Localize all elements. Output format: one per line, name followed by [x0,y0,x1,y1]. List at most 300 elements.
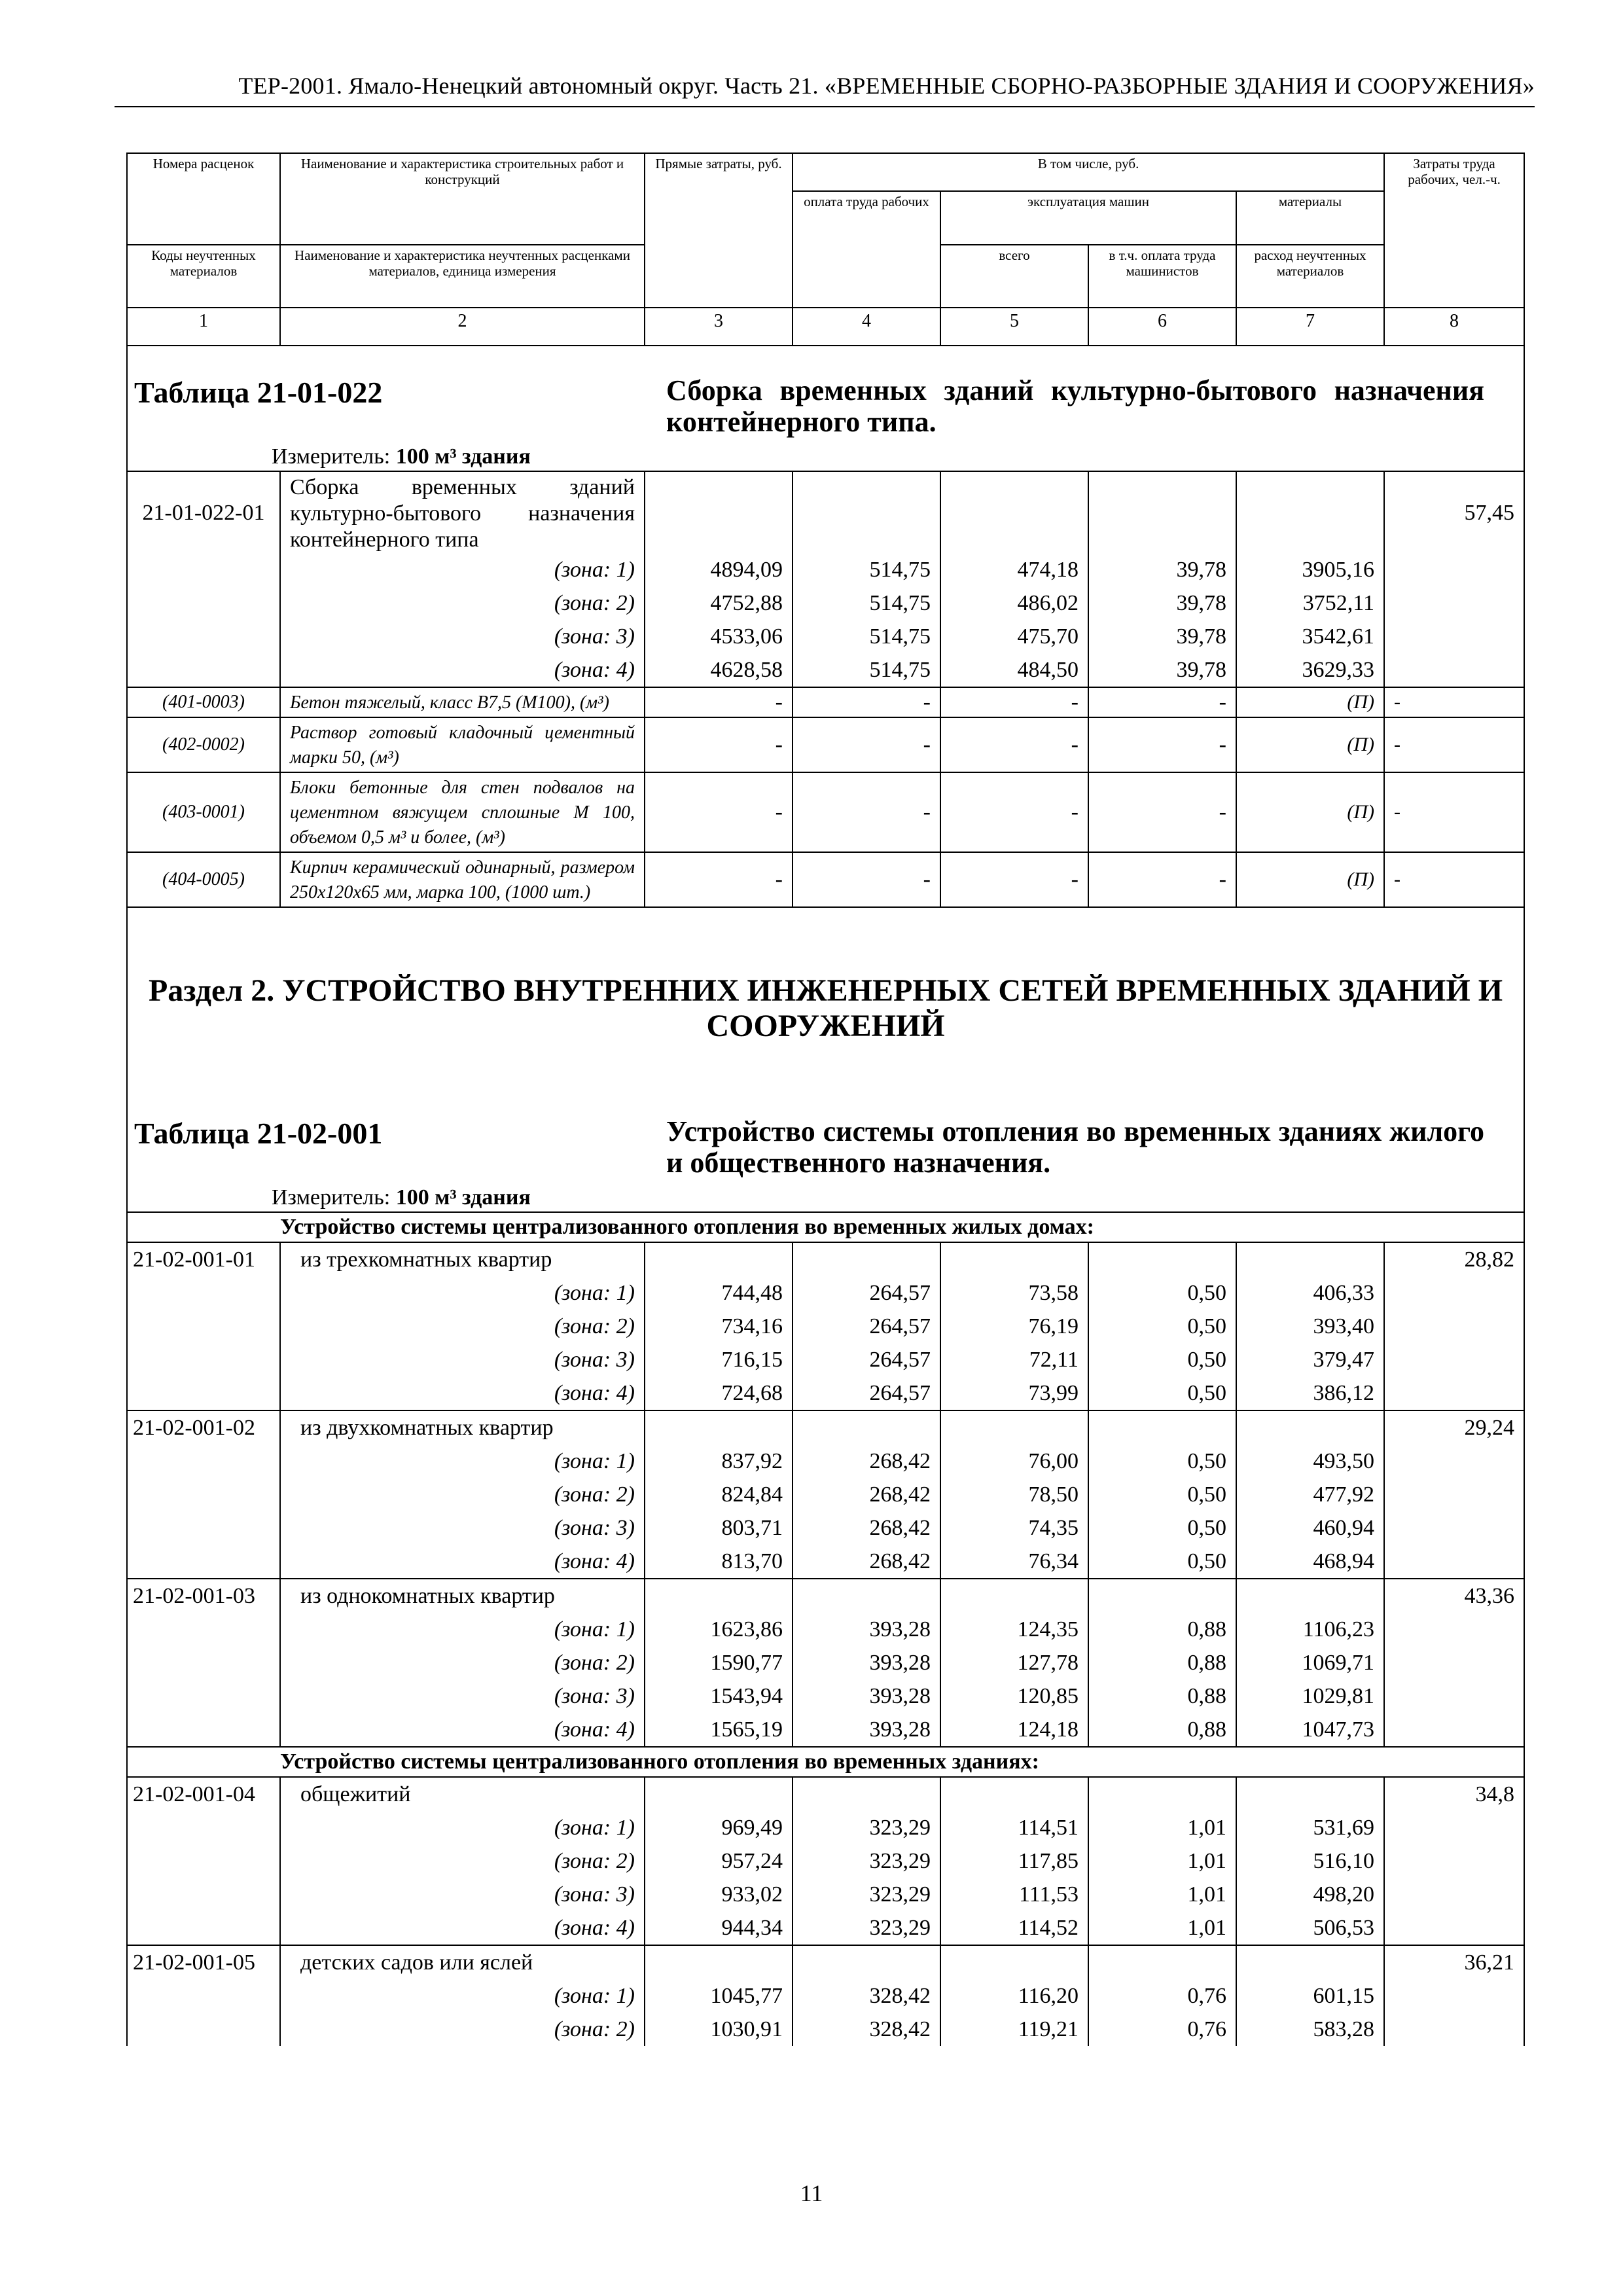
empty-cell [127,1713,280,1747]
rate-name: из однокомнатных квартир [280,1579,645,1613]
empty-cell [1088,1410,1236,1444]
material-cost: 493,50 [1236,1444,1384,1478]
machine-cost: 114,51 [940,1811,1088,1844]
empty-cell [1236,1410,1384,1444]
empty-cell [1384,1478,1524,1511]
section-title: Раздел 2. УСТРОЙСТВО ВНУТРЕННИХ ИНЖЕНЕРНЫХ СЕТЕЙ ВРЕМЕННЫХ ЗДАНИЙ И СООРУЖЕНИЙ [148,973,1503,1043]
header-labor-costs: Затраты труда рабочих, чел.-ч. [1384,153,1524,308]
worker-wage: 264,57 [793,1376,940,1410]
worker-wage: 328,42 [793,1979,940,2013]
empty-cell [1384,1713,1524,1747]
running-header: ТЕР-2001. Ямало-Ненецкий автономный округ. Часть 21. «ВРЕМЕННЫЕ СБОРНО-РАЗБОРНЫЕ ЗДАНИЯ И СООРУЖЕНИЯ» [115,72,1535,107]
empty-cell [127,1646,280,1679]
operator-wage: 0,50 [1088,1511,1236,1545]
subheading-row [127,1212,1524,1242]
worker-wage: 514,75 [793,553,940,586]
material-cost: 468,94 [1236,1545,1384,1579]
header-machines: эксплуатация машин [940,191,1236,245]
empty-cell [1236,1242,1384,1276]
dash-cell: - [1088,772,1236,852]
dash-cell: - [1384,687,1524,717]
empty-cell [1384,1376,1524,1410]
rate-name: из трехкомнатных квартир [280,1242,645,1276]
zone-row [127,553,1524,586]
dash-cell: - [793,852,940,907]
header-machines-total: всего [940,245,1088,308]
table-row [127,1945,1524,1979]
worker-wage: 323,29 [793,1878,940,1911]
zone-label: (зона: 3) [280,1878,645,1911]
rate-name: общежитий [280,1777,645,1811]
material-cost: 477,92 [1236,1478,1384,1511]
empty-cell [793,1242,940,1276]
empty-cell [127,1747,280,1777]
empty-cell [793,1579,940,1613]
empty-cell [1236,1945,1384,1979]
header-material-names: Наименование и характеристика неучтенных расценками материалов, единица измерения [280,245,645,308]
empty-cell [645,1777,793,1811]
header-materials: материалы [1236,191,1384,245]
direct-cost: 734,16 [645,1310,793,1343]
worker-wage: 393,28 [793,1646,940,1679]
worker-wage: 393,28 [793,1713,940,1747]
empty-cell [127,1545,280,1579]
machine-cost: 72,11 [940,1343,1088,1376]
subheading: Устройство системы централизованного отопления во временных жилых домах: [280,1212,1524,1242]
dash-cell: - [645,687,793,717]
direct-cost: 1565,19 [645,1713,793,1747]
worker-wage: 264,57 [793,1343,940,1376]
empty-cell [127,553,280,586]
empty-cell [127,1444,280,1478]
empty-cell [127,1979,280,2013]
empty-cell [645,1579,793,1613]
material-unaccounted: (П) [1236,717,1384,772]
column-numbers-row [127,308,1524,346]
header-direct-costs: Прямые затраты, руб. [645,153,793,308]
table-row [127,1242,1524,1276]
worker-wage: 268,42 [793,1545,940,1579]
empty-cell [940,1579,1088,1613]
material-name: Кирпич керамический одинарный, размером 250х120х65 мм, марка 100, (1000 шт.) [280,852,645,907]
table-row [127,1777,1524,1811]
empty-cell [1384,1679,1524,1713]
empty-cell [1384,1276,1524,1310]
direct-cost: 4628,58 [645,653,793,687]
machine-cost: 74,35 [940,1511,1088,1545]
dash-cell: - [645,772,793,852]
zone-row [127,1844,1524,1878]
worker-wage: 268,42 [793,1478,940,1511]
table-name: Устройство системы отопления во временных зданиях жилого и общественного назначения. [666,1115,1485,1179]
zone-label: (зона: 2) [280,1844,645,1878]
material-cost: 1047,73 [1236,1713,1384,1747]
material-cost: 601,15 [1236,1979,1384,2013]
material-name: Блоки бетонные для стен подвалов на цементном вяжущем сплошные М 100, объемом 0,5 м³ и более, (м³) [280,772,645,852]
material-cost: 516,10 [1236,1844,1384,1878]
zone-label: (зона: 2) [280,2013,645,2046]
column-number: 4 [793,308,940,346]
zone-row [127,1911,1524,1945]
zone-label: (зона: 1) [280,553,645,586]
machine-cost: 475,70 [940,620,1088,653]
empty-cell [1088,1579,1236,1613]
zone-row [127,1878,1524,1911]
operator-wage: 0,50 [1088,1276,1236,1310]
operator-wage: 39,78 [1088,553,1236,586]
operator-wage: 0,88 [1088,1613,1236,1646]
machine-cost: 119,21 [940,2013,1088,2046]
zone-label: (зона: 1) [280,1979,645,2013]
operator-wage: 0,76 [1088,2013,1236,2046]
zone-row [127,1679,1524,1713]
worker-wage: 328,42 [793,2013,940,2046]
machine-cost: 78,50 [940,1478,1088,1511]
material-row [127,772,1524,852]
empty-cell [127,1343,280,1376]
empty-cell [1384,586,1524,620]
column-number: 1 [127,308,280,346]
header-work-name: Наименование и характеристика строительных работ и конструкций [280,153,645,245]
direct-cost: 4533,06 [645,620,793,653]
dash-cell: - [1384,772,1524,852]
empty-cell [1384,1310,1524,1343]
labor-cost: 57,45 [1384,471,1524,553]
header-material-use: расход неучтенных материалов [1236,245,1384,308]
zone-label: (зона: 1) [280,1811,645,1844]
machine-cost: 484,50 [940,653,1088,687]
zone-row [127,1478,1524,1511]
dash-cell: - [1088,717,1236,772]
operator-wage: 0,76 [1088,1979,1236,2013]
table-row [127,1410,1524,1444]
rate-code: 21-01-022-01 [127,471,280,553]
header-rate-numbers: Номера расценок [127,153,280,245]
header-including: В том числе, руб. [793,153,1384,191]
empty-cell [1384,1979,1524,2013]
zone-label: (зона: 2) [280,1646,645,1679]
material-unaccounted: (П) [1236,852,1384,907]
rate-code: 21-02-001-02 [127,1410,280,1444]
empty-cell [127,1878,280,1911]
dash-cell: - [1384,717,1524,772]
zone-row [127,1713,1524,1747]
direct-cost: 1623,86 [645,1613,793,1646]
worker-wage: 323,29 [793,1911,940,1945]
zone-label: (зона: 1) [280,1276,645,1310]
machine-cost: 474,18 [940,553,1088,586]
operator-wage: 1,01 [1088,1878,1236,1911]
material-cost: 1029,81 [1236,1679,1384,1713]
machine-cost: 76,19 [940,1310,1088,1343]
empty-cell [1384,2013,1524,2046]
table-row [127,1579,1524,1613]
material-cost: 3629,33 [1236,653,1384,687]
empty-cell [127,1613,280,1646]
empty-cell [1384,1844,1524,1878]
direct-cost: 837,92 [645,1444,793,1478]
material-cost: 393,40 [1236,1310,1384,1343]
table-header [127,153,1524,346]
operator-wage: 1,01 [1088,1844,1236,1878]
empty-cell [793,1945,940,1979]
worker-wage: 514,75 [793,653,940,687]
empty-cell [1384,1646,1524,1679]
material-cost: 1069,71 [1236,1646,1384,1679]
column-number: 7 [1236,308,1384,346]
zone-row [127,1276,1524,1310]
dash-cell: - [645,717,793,772]
dash-cell: - [940,687,1088,717]
empty-cell [127,1844,280,1878]
empty-cell [1384,1811,1524,1844]
dash-cell: - [1088,687,1236,717]
material-row [127,687,1524,717]
empty-cell [127,1811,280,1844]
table-title-row [127,346,1524,471]
direct-cost: 1030,91 [645,2013,793,2046]
machine-cost: 124,18 [940,1713,1088,1747]
labor-cost: 28,82 [1384,1242,1524,1276]
machine-cost: 73,99 [940,1376,1088,1410]
labor-cost: 36,21 [1384,1945,1524,1979]
material-name: Бетон тяжелый, класс В7,5 (М100), (м³) [280,687,645,717]
empty-cell [793,1410,940,1444]
empty-cell [1088,1777,1236,1811]
empty-cell [1384,1878,1524,1911]
rate-name: детских садов или яслей [280,1945,645,1979]
material-code: (404-0005) [127,852,280,907]
empty-cell [940,1777,1088,1811]
zone-row [127,1343,1524,1376]
direct-cost: 933,02 [645,1878,793,1911]
zone-label: (зона: 2) [280,586,645,620]
direct-cost: 4752,88 [645,586,793,620]
direct-cost: 957,24 [645,1844,793,1878]
empty-cell [127,620,280,653]
operator-wage: 0,50 [1088,1310,1236,1343]
material-cost: 506,53 [1236,1911,1384,1945]
operator-wage: 0,50 [1088,1545,1236,1579]
worker-wage: 268,42 [793,1444,940,1478]
zone-label: (зона: 2) [280,1310,645,1343]
labor-cost: 43,36 [1384,1579,1524,1613]
machine-cost: 486,02 [940,586,1088,620]
rate-name: из двухкомнатных квартир [280,1410,645,1444]
material-cost: 498,20 [1236,1878,1384,1911]
empty-cell [645,1242,793,1276]
zone-row [127,586,1524,620]
zone-label: (зона: 4) [280,1713,645,1747]
empty-cell [1384,620,1524,653]
zone-row [127,1444,1524,1478]
empty-cell [127,1511,280,1545]
material-unaccounted: (П) [1236,687,1384,717]
zone-label: (зона: 3) [280,1511,645,1545]
dash-cell: - [940,717,1088,772]
zone-row [127,1511,1524,1545]
rate-code: 21-02-001-04 [127,1777,280,1811]
operator-wage: 0,88 [1088,1679,1236,1713]
zone-row [127,1979,1524,2013]
table-name: Сборка временных зданий культурно-бытового назначения контейнерного типа. [666,374,1485,438]
operator-wage: 0,50 [1088,1376,1236,1410]
empty-cell [1384,653,1524,687]
zone-label: (зона: 4) [280,653,645,687]
section-row [127,907,1524,1212]
zone-row [127,653,1524,687]
empty-cell [1384,1613,1524,1646]
zone-label: (зона: 4) [280,1376,645,1410]
direct-cost: 744,48 [645,1276,793,1310]
rate-name: Сборка временных зданий культурно-бытового назначения контейнерного типа [280,471,645,553]
empty-cell [127,653,280,687]
operator-wage: 39,78 [1088,620,1236,653]
machine-cost: 127,78 [940,1646,1088,1679]
operator-wage: 0,88 [1088,1646,1236,1679]
direct-cost: 716,15 [645,1343,793,1376]
empty-cell [1384,1911,1524,1945]
dash-cell: - [793,717,940,772]
empty-cell [127,1911,280,1945]
machine-cost: 116,20 [940,1979,1088,2013]
direct-cost: 813,70 [645,1545,793,1579]
column-number: 3 [645,308,793,346]
empty-cell [940,1945,1088,1979]
operator-wage: 0,88 [1088,1713,1236,1747]
empty-cell [645,1410,793,1444]
empty-cell [1384,1511,1524,1545]
material-cost: 460,94 [1236,1511,1384,1545]
page-number: 11 [800,2180,823,2206]
direct-cost: 1590,77 [645,1646,793,1679]
material-cost: 3542,61 [1236,620,1384,653]
material-unaccounted: (П) [1236,772,1384,852]
direct-cost: 1543,94 [645,1679,793,1713]
direct-cost: 4894,09 [645,553,793,586]
zone-label: (зона: 2) [280,1478,645,1511]
empty-cell [645,1945,793,1979]
dash-cell: - [940,772,1088,852]
worker-wage: 393,28 [793,1679,940,1713]
material-cost: 406,33 [1236,1276,1384,1310]
header-material-codes: Коды неучтенных материалов [127,245,280,308]
empty-cell [793,1777,940,1811]
material-code: (402-0002) [127,717,280,772]
material-code: (401-0003) [127,687,280,717]
zone-row [127,1646,1524,1679]
worker-wage: 264,57 [793,1310,940,1343]
direct-cost: 803,71 [645,1511,793,1545]
material-cost: 1106,23 [1236,1613,1384,1646]
empty-cell [127,1212,280,1242]
dash-cell: - [793,687,940,717]
subheading-row [127,1747,1524,1777]
zone-label: (зона: 1) [280,1613,645,1646]
empty-cell [940,1242,1088,1276]
machine-cost: 73,58 [940,1276,1088,1310]
direct-cost: 969,49 [645,1811,793,1844]
material-cost: 3905,16 [1236,553,1384,586]
rate-code: 21-02-001-03 [127,1579,280,1613]
dash-cell: - [645,852,793,907]
empty-cell [1384,553,1524,586]
table-row [127,471,1524,553]
machine-cost: 114,52 [940,1911,1088,1945]
machine-cost: 120,85 [940,1679,1088,1713]
zone-row [127,620,1524,653]
worker-wage: 264,57 [793,1276,940,1310]
operator-wage: 1,01 [1088,1911,1236,1945]
measure-unit: Измеритель: 100 м³ здания [272,444,531,469]
table-number: Таблица 21-02-001 [134,1117,383,1150]
header-operator-wages: в т.ч. оплата труда машинистов [1088,245,1236,308]
material-cost: 379,47 [1236,1343,1384,1376]
worker-wage: 514,75 [793,620,940,653]
machine-cost: 117,85 [940,1844,1088,1878]
rate-code: 21-02-001-05 [127,1945,280,1979]
operator-wage: 0,50 [1088,1343,1236,1376]
operator-wage: 39,78 [1088,586,1236,620]
empty-cell [1088,1242,1236,1276]
machine-cost: 111,53 [940,1878,1088,1911]
empty-cell [127,1679,280,1713]
zone-label: (зона: 4) [280,1911,645,1945]
material-name: Раствор готовый кладочный цементный марки 50, (м³) [280,717,645,772]
dash-cell: - [793,772,940,852]
direct-cost: 1045,77 [645,1979,793,2013]
empty-cell [940,1410,1088,1444]
worker-wage: 323,29 [793,1844,940,1878]
empty-cell [1384,1545,1524,1579]
zone-row [127,1613,1524,1646]
zone-row [127,1376,1524,1410]
material-cost: 583,28 [1236,2013,1384,2046]
empty-cell [127,1276,280,1310]
operator-wage: 0,50 [1088,1444,1236,1478]
labor-cost: 29,24 [1384,1410,1524,1444]
empty-cell [1236,1579,1384,1613]
dash-cell: - [1088,852,1236,907]
empty-cell [1088,1945,1236,1979]
operator-wage: 39,78 [1088,653,1236,687]
empty-cell [1236,1777,1384,1811]
worker-wage: 323,29 [793,1811,940,1844]
empty-cell [127,1376,280,1410]
rates-table [126,152,1525,2046]
labor-cost: 34,8 [1384,1777,1524,1811]
empty-cell [1384,1444,1524,1478]
zone-label: (зона: 3) [280,1679,645,1713]
direct-cost: 944,34 [645,1911,793,1945]
machine-cost: 76,00 [940,1444,1088,1478]
material-cost: 3752,11 [1236,586,1384,620]
worker-wage: 514,75 [793,586,940,620]
direct-cost: 824,84 [645,1478,793,1511]
empty-cell [127,2013,280,2046]
worker-wage: 393,28 [793,1613,940,1646]
zone-row [127,2013,1524,2046]
zone-label: (зона: 3) [280,620,645,653]
zone-label: (зона: 3) [280,1343,645,1376]
material-row [127,717,1524,772]
zone-label: (зона: 4) [280,1545,645,1579]
operator-wage: 1,01 [1088,1811,1236,1844]
header-wages: оплата труда рабочих [793,191,940,308]
empty-cell [127,1478,280,1511]
zone-row [127,1545,1524,1579]
zone-row [127,1310,1524,1343]
